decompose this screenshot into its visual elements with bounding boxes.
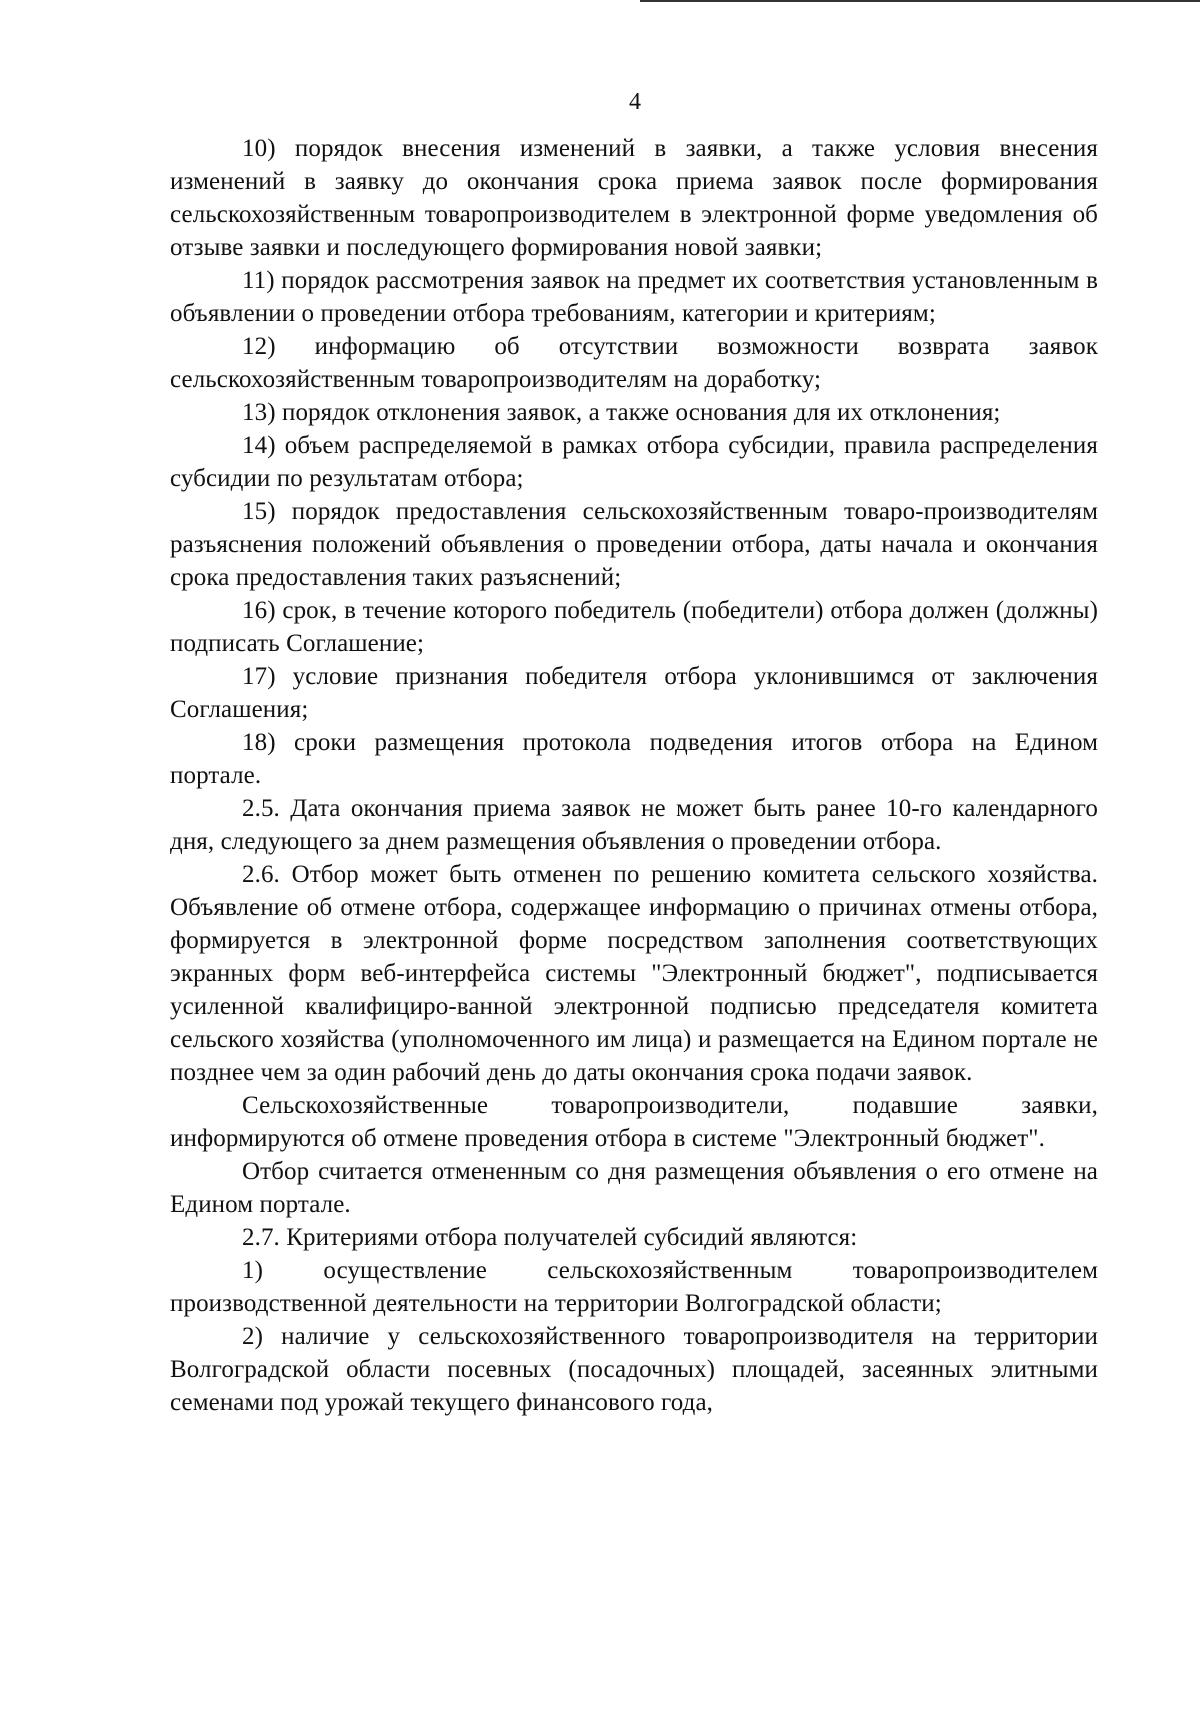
- paragraph-criterion-1: 1) осуществление сельскохозяйственным товаропроизводителем производственной деятельности на территории Волгоградской области;: [170, 1257, 1098, 1317]
- paragraph-item-18: 18) сроки размещения протокола подведения итогов отбора на Едином портале.: [170, 729, 1098, 789]
- paragraph-section-2-5: 2.5. Дата окончания приема заявок не может быть ранее 10-го календарного дня, следующего за днем размещения объявления о проведении отбора.: [170, 795, 1098, 855]
- scan-top-edge-line: [640, 0, 1200, 2]
- paragraph-item-12: 12) информацию об отсутствии возможности возврата заявок сельскохозяйственным товаропроизводителям на доработку;: [170, 333, 1098, 393]
- paragraph-item-17: 17) условие признания победителя отбора уклонившимся от заключения Соглашения;: [170, 663, 1098, 723]
- paragraph-item-16: 16) срок, в течение которого победитель (победители) отбора должен (должны) подписать Соглашение;: [170, 597, 1098, 657]
- page-number: 4: [629, 89, 641, 115]
- paragraph-notification: Сельскохозяйственные товаропроизводители, подавшие заявки, информируются об отмене проведения отбора в системе "Электронный бюджет".: [170, 1092, 1098, 1152]
- paragraph-item-11: 11) порядок рассмотрения заявок на предмет их соответствия установленным в объявлении о проведении отбора требованиям, категории и критериям;: [170, 267, 1098, 327]
- paragraph-cancellation: Отбор считается отмененным со дня размещения объявления о его отмене на Едином портале.: [170, 1158, 1098, 1218]
- paragraph-criterion-2: 2) наличие у сельскохозяйственного товаропроизводителя на территории Волгоградской области посевных (посадочных) площадей, засеянных элитными семенами под урожай текущего финансового года,: [170, 1323, 1098, 1416]
- paragraph-item-14: 14) объем распределяемой в рамках отбора субсидии, правила распределения субсидии по результатам отбора;: [170, 432, 1098, 492]
- paragraph-item-13: 13) порядок отклонения заявок, а также основания для их отклонения;: [242, 399, 1001, 426]
- paragraph-item-15: 15) порядок предоставления сельскохозяйственным товаро-производителям разъяснения положений объявления о проведении отбора, даты начала и окончания срока предоставления таких разъяснений;: [170, 498, 1098, 591]
- paragraph-item-10: 10) порядок внесения изменений в заявки, а также условия внесения изменений в заявку до окончания срока приема заявок после формирования сельскохозяйственным товаропроизводителем в электронной форме уведомления об отзыве заявки и последующего формирования новой заявки;: [170, 135, 1098, 261]
- document-body: [170, 132, 1098, 1419]
- paragraph-section-2-6: 2.6. Отбор может быть отменен по решению комитета сельского хозяйства. Объявление об отмене отбора, содержащее информацию о причинах отмены отбора, формируется в электронной форме посредством заполнения соответствующих экранных форм веб-интерфейса системы "Электронный бюджет", подписывается усиленной квалифициро-ванной электронной подписью председателя комитета сельского хозяйства (уполномоченного им лица) и размещается на Едином портале не позднее чем за один рабочий день до даты окончания срока подачи заявок.: [170, 861, 1098, 1086]
- paragraph-section-2-7: 2.7. Критериями отбора получателей субсидий являются:: [242, 1224, 858, 1251]
